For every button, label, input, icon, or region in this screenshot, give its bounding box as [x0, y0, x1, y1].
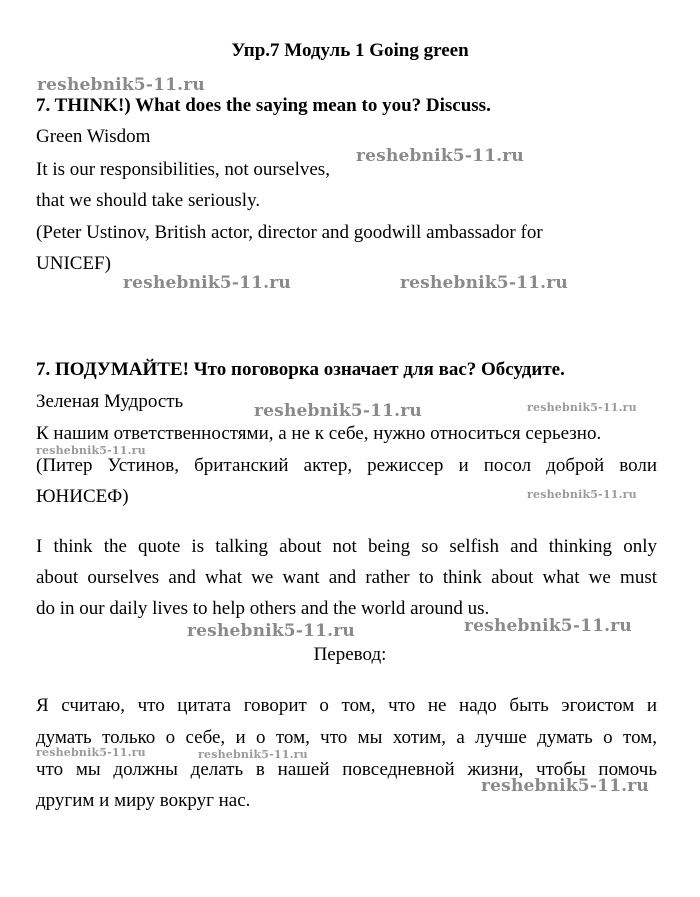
- english-quote-title: Green Wisdom: [36, 126, 151, 147]
- watermark: reshebnik5-11.ru: [36, 746, 146, 759]
- english-quote-line-1: It is our responsibilities, not ourselves,: [36, 159, 330, 180]
- english-attribution-line-1: (Peter Ustinov, British actor, director and goodwill ambassador for: [36, 222, 543, 243]
- english-task-heading: 7. THINK!) What does the saying mean to you? Discuss.: [36, 95, 491, 116]
- russian-quote-title: Зеленая Мудрость: [36, 391, 184, 412]
- russian-attribution-line-2: ЮНИСЕФ): [36, 486, 129, 507]
- watermark: reshebnik5-11.ru: [198, 748, 308, 761]
- translation-label: Перевод:: [313, 644, 387, 665]
- translation-line-3: что мы должны делать в нашей повседневной жизни, чтобы помочь: [36, 759, 657, 780]
- english-attribution-line-2: UNICEF): [36, 253, 111, 274]
- russian-task-heading: 7. ПОДУМАЙТЕ! Что поговорка означает для вас? Обсудите.: [36, 359, 565, 380]
- answer-line-2: about ourselves and what we want and rather to think about what we must: [36, 567, 657, 588]
- watermark: reshebnik5-11.ru: [527, 488, 637, 501]
- watermark: reshebnik5-11.ru: [400, 273, 568, 293]
- watermark: reshebnik5-11.ru: [187, 621, 355, 641]
- watermark: reshebnik5-11.ru: [254, 401, 422, 421]
- watermark: reshebnik5-11.ru: [527, 401, 637, 414]
- watermark: reshebnik5-11.ru: [36, 444, 146, 457]
- russian-attribution-line-1: (Питер Устинов, британский актер, режиссер и посол доброй воли: [36, 455, 657, 476]
- watermark: reshebnik5-11.ru: [123, 273, 291, 293]
- page-title: Упр.7 Модуль 1 Going green: [231, 40, 469, 61]
- watermark: reshebnik5-11.ru: [356, 146, 524, 166]
- translation-line-1: Я считаю, что цитата говорит о том, что не надо быть эгоистом и: [36, 695, 657, 716]
- english-quote-line-2: that we should take seriously.: [36, 190, 261, 211]
- russian-quote-line: К нашим ответственностями, а не к себе, нужно относиться серьезно.: [36, 423, 602, 444]
- watermark: reshebnik5-11.ru: [37, 75, 205, 95]
- answer-line-1: I think the quote is talking about not being so selfish and thinking only: [36, 536, 657, 557]
- watermark: reshebnik5-11.ru: [481, 776, 649, 796]
- answer-line-3: do in our daily lives to help others and the world around us.: [36, 598, 490, 619]
- watermark: reshebnik5-11.ru: [464, 616, 632, 636]
- translation-line-4: другим и миру вокруг нас.: [36, 790, 251, 811]
- translation-line-2: думать только о себе, и о том, что мы хотим, а лучше думать о том,: [36, 727, 657, 748]
